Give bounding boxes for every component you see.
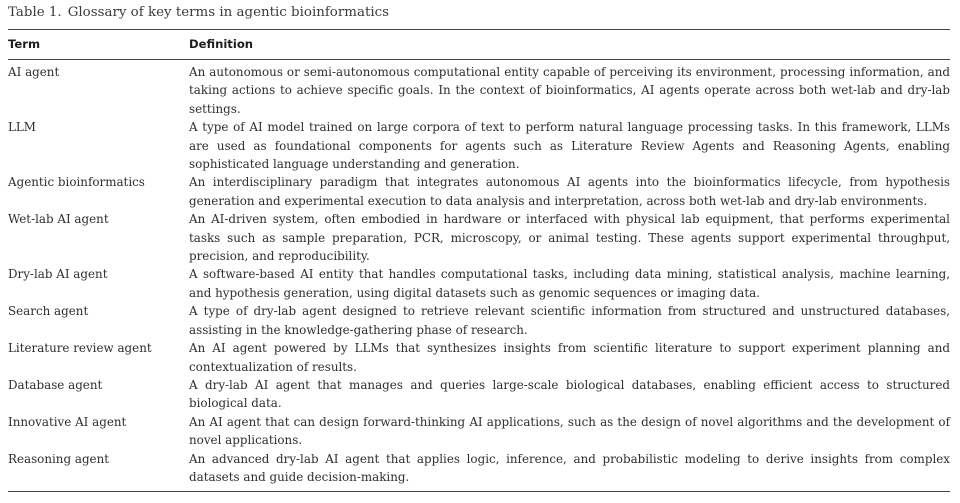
definition-cell: An AI agent that can design forward-thinking AI applications, such as the design of novel algorithms and the development of novel applications. — [189, 414, 950, 448]
table-caption-title: Glossary of key terms in agentic bioinformatics — [67, 5, 389, 20]
table-row — [8, 413, 950, 450]
term-cell: Literature review agent — [8, 341, 152, 356]
term-cell: LLM — [8, 120, 36, 135]
table-header-row — [8, 30, 950, 60]
glossary-table — [8, 29, 950, 492]
term-cell: AI agent — [8, 65, 60, 79]
definition-cell: A dry-lab AI agent that manages and queries large-scale biological databases, enabling efficient access to structured biological data. — [189, 377, 950, 411]
table-caption-label: Table 1. — [8, 5, 62, 20]
column-header-term: Term — [8, 37, 41, 51]
table-row — [8, 339, 950, 376]
table-header — [8, 30, 950, 60]
term-cell: Reasoning agent — [8, 451, 110, 466]
term-cell: Database agent — [8, 377, 103, 392]
table-row — [8, 210, 950, 265]
table-row — [8, 450, 950, 492]
definition-cell: An AI-driven system, often embodied in hardware or interfaced with physical lab equipment, that performs experimental tasks such as sample preparation, PCR, microscopy, or animal testing. These agents support experimental throughput, precision, and reproducibility. — [189, 212, 950, 264]
table-row — [8, 118, 950, 173]
table-row — [8, 376, 950, 413]
definition-cell: A software-based AI entity that handles computational tasks, including data mining, statistical analysis, machine learning, and hypothesis generation, using digital datasets such as genomic sequences or imaging data. — [189, 267, 950, 300]
definition-cell: A type of AI model trained on large corpora of text to perform natural language processing tasks. In this framework, LLMs are used as foundational components for agents such as Literature Review Agents and Reasoning Agents, enabling sophisticated language understanding and generation. — [189, 120, 950, 172]
definition-cell: An interdisciplinary paradigm that integrates autonomous AI agents into the bioinformatics lifecycle, from hypothesis generation and experimental execution to data analysis and interpretation, across both wet-lab and dry-lab environments. — [189, 175, 950, 208]
term-cell: Wet-lab AI agent — [8, 212, 109, 227]
definition-cell: A type of dry-lab agent designed to retrieve relevant scientific information from structured and unstructured databases, assisting in the knowledge-gathering phase of research. — [189, 304, 950, 337]
term-cell: Search agent — [8, 304, 89, 319]
term-cell: Innovative AI agent — [8, 414, 127, 429]
definition-cell: An autonomous or semi-autonomous computational entity capable of perceiving its environment, processing information, and taking actions to achieve specific goals. In the context of bioinformatics, AI agents operate across both wet-lab and dry-lab settings. — [189, 65, 950, 116]
term-cell: Dry-lab AI agent — [8, 267, 108, 282]
table-body — [8, 60, 950, 492]
table-row — [8, 302, 950, 339]
column-header-definition: Definition — [189, 37, 254, 51]
table-row — [8, 173, 950, 210]
table-row — [8, 60, 950, 119]
definition-cell: An advanced dry-lab AI agent that applies logic, inference, and probabilistic modeling to derive insights from complex datasets and guide decision-making. — [189, 451, 950, 484]
definition-cell: An AI agent powered by LLMs that synthesizes insights from scientific literature to support experiment planning and contextualization of results. — [189, 341, 950, 374]
table-caption — [8, 4, 950, 22]
term-cell: Agentic bioinformatics — [8, 175, 145, 190]
table-row — [8, 265, 950, 302]
